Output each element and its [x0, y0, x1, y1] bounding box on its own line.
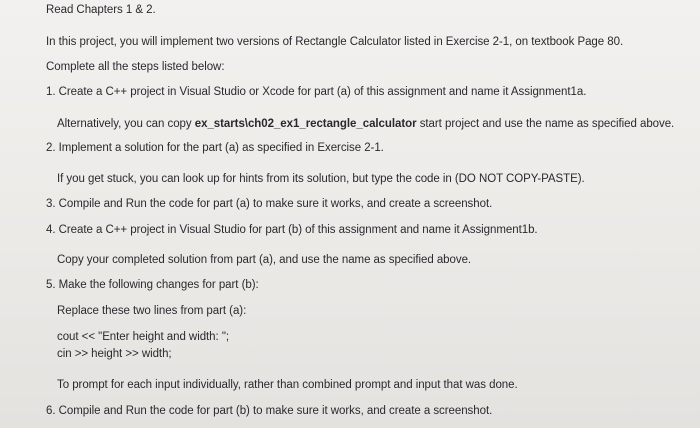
step-4-note: Copy your completed solution from part (a), and use the name as specified above. — [57, 254, 472, 266]
code-line-1: cout << "Enter height and width: "; — [57, 331, 229, 343]
step-1-alt-suffix: start project and use the name as specified above. — [416, 118, 675, 130]
step-2-note: If you get stuck, you can look up for hints from its solution, but type the code in (DO NOT COPY-PASTE). — [57, 173, 585, 185]
step-5-note: Replace these two lines from part (a): — [57, 305, 247, 317]
step-1-alt-prefix: Alternatively, you can copy — [57, 118, 195, 130]
step-4: 4. Create a C++ project in Visual Studio for part (b) of this assignment and name it Assignment1b. — [46, 224, 538, 236]
step-3: 3. Compile and Run the code for part (a) to make sure it works, and create a screenshot. — [46, 198, 493, 210]
step-1-alternative — [57, 117, 674, 131]
step-5-after: To prompt for each input individually, rather than combined prompt and input that was done. — [57, 379, 518, 391]
doc-intro: In this project, you will implement two versions of Rectangle Calculator listed in Exercise 2-1, on textbook Page 80. — [46, 36, 624, 48]
code-line-2: cin >> height >> width; — [57, 348, 172, 360]
step-5: 5. Make the following changes for part (b): — [46, 279, 259, 291]
doc-complete-steps: Complete all the steps listed below: — [46, 61, 225, 73]
step-1: 1. Create a C++ project in Visual Studio or Xcode for part (a) of this assignment and name it Assignment1a. — [46, 86, 587, 98]
step-6: 6. Compile and Run the code for part (b) to make sure it works, and create a screenshot. — [46, 405, 493, 417]
doc-heading: Read Chapters 1 & 2. — [46, 4, 156, 16]
step-1-alt-path: ex_starts\ch02_ex1_rectangle_calculator — [194, 118, 417, 130]
step-2: 2. Implement a solution for the part (a) as specified in Exercise 2-1. — [46, 142, 384, 154]
